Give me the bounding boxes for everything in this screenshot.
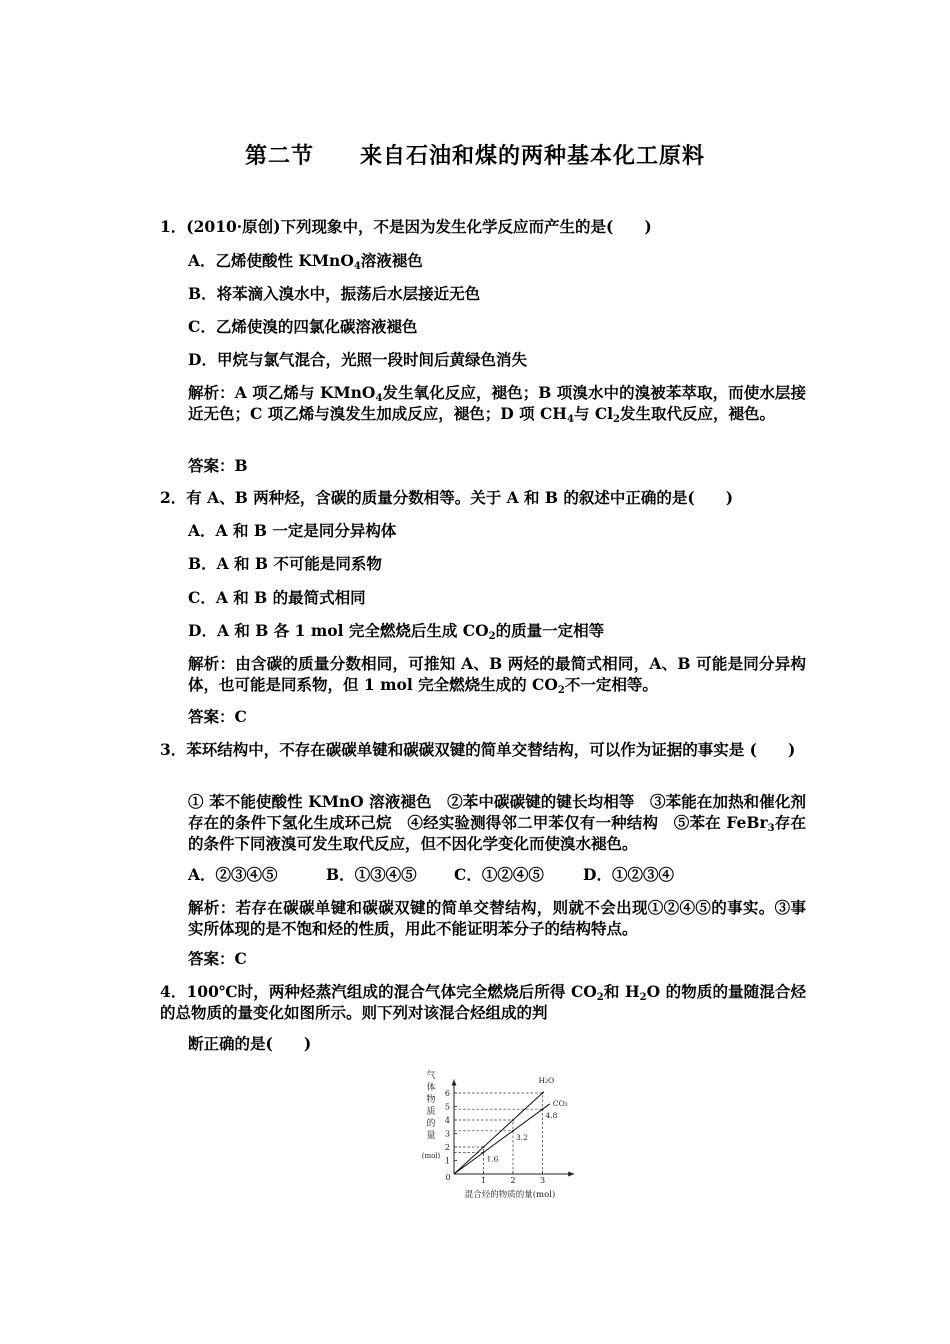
q1-analysis [188,382,806,424]
data-point [542,1108,544,1110]
q3-answer: 答案：C [188,949,247,968]
q1-analysis-text2: 发生氧化反应，褪色；B 项溴水中的溴被苯萃取，而使水层接近无色；C 项乙烯与溴发生加成反应，褪色；D 项 CH [188,383,806,423]
y-label-char: 气 [426,1071,436,1081]
y-label-char: 体 [426,1083,436,1093]
q1-answer: 答案：B [188,456,248,475]
y-label-char: 物 [426,1095,436,1105]
q3-option-d: D．①②③④ [583,865,674,884]
y-axis-label [422,1069,441,1160]
series-label-co2: CO₂ [552,1098,568,1108]
data-point [512,1119,514,1121]
q2-analysis-text2: 不一定相等。 [564,675,658,694]
series-label-h2o: H₂O [538,1076,555,1085]
y-label-unit: (mol) [421,1152,441,1160]
q1-stem: 1．(2010·原创)下列现象中，不是因为发生化学反应而产生的是( ) [160,217,652,236]
q1-option-a [188,250,423,271]
q1-analysis-sub3: 2 [613,414,621,425]
q2-option-c: C．A 和 B 的最简式相同 [188,588,366,607]
x-axis-label: 混合烃的物质的量(mol) [464,1190,556,1200]
q2-option-a: A．A 和 B 一定是同分异构体 [188,521,397,540]
q4-stem-sub2: 2 [639,992,647,1003]
q1-option-a-text2: 溶液褪色 [360,251,423,270]
data-point [512,1130,514,1132]
q2-answer: 答案：C [188,707,247,726]
q3-facts-sub: 3 [767,823,775,834]
q1-analysis-sub: 4 [375,393,383,404]
q4-stem-text: 4．100℃时，两种烃蒸汽组成的混合气体完全燃烧后所得 CO [160,982,597,1001]
y-tick-label: 3 [444,1129,450,1139]
q2-option-d-text: D．A 和 B 各 1 mol 完全燃烧后生成 CO [188,621,489,640]
data-label: 3.2 [516,1132,528,1142]
q1-option-a-sub: 4 [353,261,361,272]
q1-option-b: B．将苯滴入溴水中，振荡后水层接近无色 [188,284,481,303]
q3-facts [188,791,806,854]
y-tick-label: 4 [444,1116,450,1125]
y-label-char: 的 [426,1119,436,1129]
y-tick-label: 6 [444,1089,450,1098]
q2-stem: 2．有 A、B 两种烃，含碳的质量分数相等。关于 A 和 B 的叙述中正确的是( ) [160,488,734,507]
data-point [483,1146,485,1148]
q1-analysis-sub2: 4 [566,414,574,425]
q2-option-d [188,620,604,641]
q3-facts-text2: 存在的条件下同液溴可发生取代反应，但不因化学变化而使溴水褪色。 [188,813,806,853]
q3-facts-text: ① 苯不能使酸性 KMnO 溶液褪色 ②苯中碳碳键的键长均相等 ③苯能在加热和催化剂存在的条件下氢化生成环己烷 ④经实验测得邻二甲苯仅有一种结构 ⑤苯在 FeBr [188,792,806,832]
series-line-h2o [454,1092,544,1174]
y-tick-label: 2 [444,1143,450,1152]
page-title: 第二节 来自石油和煤的两种基本化工原料 [244,143,705,169]
series-lines [454,1092,550,1174]
x-axis-arrow [568,1172,574,1177]
x-tick-label: 3 [539,1176,546,1185]
chart [418,1066,588,1202]
q1-option-c: C．乙烯使溴的四氯化碳溶液褪色 [188,317,418,336]
series-line-co2 [454,1104,550,1174]
q2-option-d-sub: 2 [488,631,496,642]
q4-stem-sub: 2 [596,992,604,1003]
q2-option-b: B．A 和 B 不可能是同系物 [188,554,382,573]
q3-option-c: C．①②④⑤ [454,865,544,884]
q3-analysis: 解析：若存在碳碳单键和碳碳双键的简单交替结构，则就不会出现①②④⑤的事实。③事实所体现的是不饱和烃的性质，用此不能证明苯分子的结构特点。 [188,898,806,938]
q4-stem-text3: O 的物质的量随混合烃的总物质的量变化如图所示。则下列对该混合烃组成的判 [160,982,806,1022]
q2-option-d-text2: 的质量一定相等 [495,621,605,640]
q3-stem: 3．苯环结构中，不存在碳碳单键和碳碳双键的简单交替结构，可以作为证据的事实是 ( ) [160,740,796,759]
q3-option-a: A．②③④⑤ [188,865,278,884]
q1-analysis-text4: 发生取代反应，褪色。 [620,404,776,423]
data-point [483,1152,485,1154]
y-tick-label: 5 [444,1102,450,1112]
q4-stem-text2: 和 H [603,982,640,1001]
y-label-char: 质 [426,1107,436,1117]
x-tick-label: 1 [480,1176,487,1185]
q1-analysis-text3: 与 Cl [573,404,614,423]
q4-stem [160,981,806,1023]
y-label-char: 量 [426,1131,436,1141]
data-label: 1.6 [486,1154,499,1164]
q2-analysis-sub: 2 [557,685,565,696]
data-point [542,1092,544,1094]
x-tick-label: 2 [510,1176,516,1185]
series-labels [487,1076,568,1163]
origin-label: 0 [445,1173,451,1182]
data-label: 4.8 [545,1111,558,1121]
q1-analysis-text: 解析：A 项乙烯与 KMnO [188,383,376,402]
q2-analysis [188,653,806,695]
q1-option-d: D．甲烷与氯气混合，光照一段时间后黄绿色消失 [188,350,527,369]
q2-analysis-text: 解析：由含碳的质量分数相同，可推知 A、B 两烃的最简式相同，A、B 可能是同分异构体，也可能是同系物，但 1 mol 完全燃烧生成的 CO [188,654,806,694]
q1-option-a-text: A．乙烯使酸性 KMnO [188,251,354,270]
q4-stem-tail: 断正确的是( ) [188,1034,312,1053]
y-tick-label: 1 [444,1156,450,1166]
y-axis-arrow [452,1080,457,1086]
q3-option-b: B．①③④⑤ [326,865,417,884]
